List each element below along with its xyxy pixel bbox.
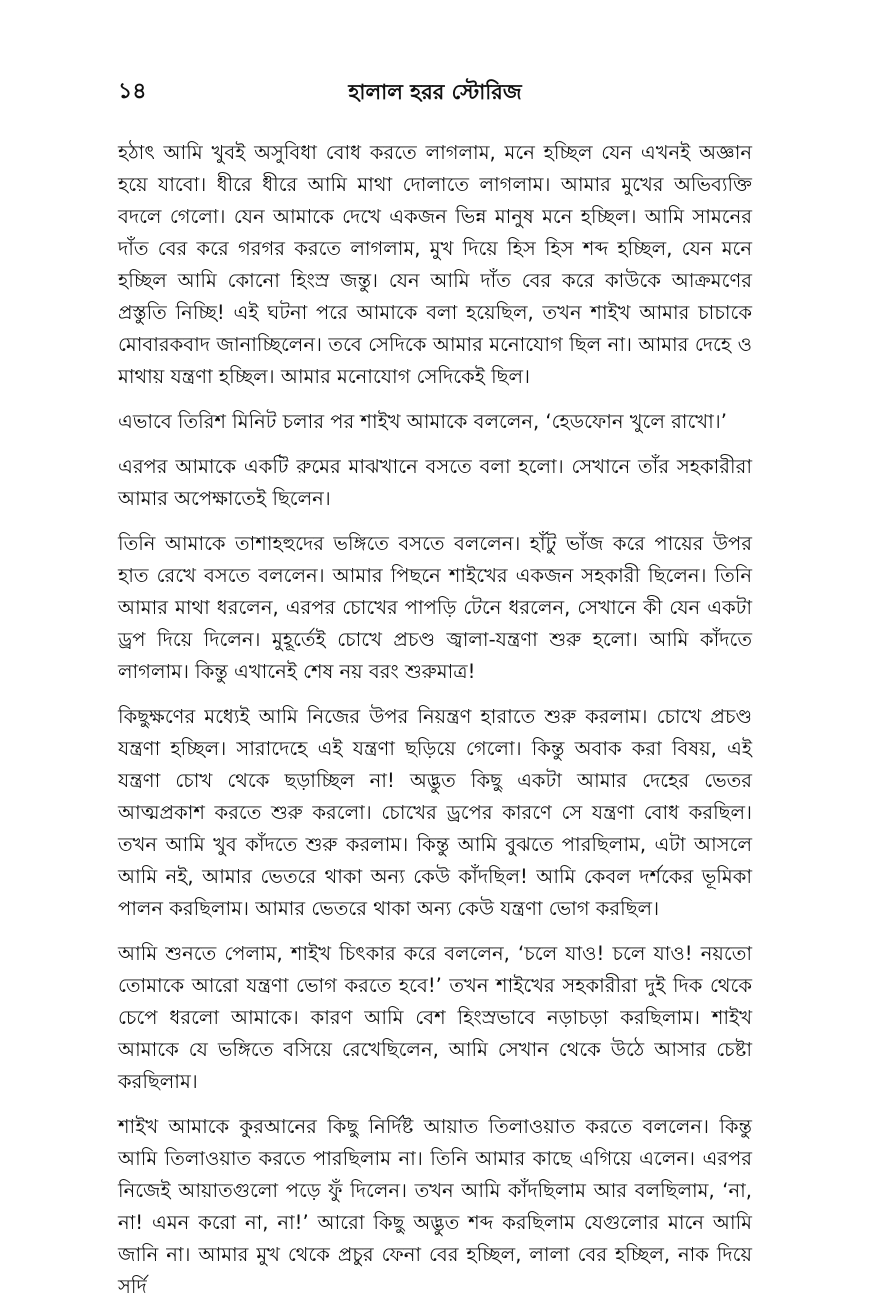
paragraph-7: শাইখ আমাকে কুরআনের কিছু নির্দিষ্ট আয়াত তিলাওয়াত করতে বললেন। কিন্তু আমি তিলাওয়াত করতে পারছিলাম না। তিনি আমার কাছে এগিয়ে এলেন। এরপর নিজেই আয়াতগুলো পড়ে ফুঁ দিলেন। তখন আমি কাঁদছিলাম আর বলছিলাম, ‘না, না! এমন করো না, না!’ আরো কিছু অদ্ভুত শব্দ করছিলাম যেগুলোর মানে আমি জানি না। আমার মুখ থেকে প্রচুর ফেনা বের হচ্ছিল, লালা বের হচ্ছিল, নাক দিয়ে সর্দি [118,1115,752,1298]
paragraph-2: এভাবে তিরিশ মিনিট চলার পর শাইখ আমাকে বললেন, ‘হেডফোন খুলে রাখো।’ [118,410,727,433]
paragraph-3: এরপর আমাকে একটি রুমের মাঝখানে বসতে বলা হলো। সেখানে তাঁর সহকারীরা আমার অপেক্ষাতেই ছিলেন। [118,455,752,510]
running-title: হালাল হরর স্টোরিজ [348,80,522,104]
page-header [118,72,752,112]
paragraph-6: আমি শুনতে পেলাম, শাইখ চিৎকার করে বললেন, ‘চলে যাও! চলে যাও! নয়তো তোমাকে আরো যন্ত্রণা ভোগ করতে হবে!’ তখন শাইখের সহকারীরা দুই দিক থেকে চেপে ধরলো আমাকে। কারণ আমি বেশ হিংস্রভাবে নড়াচড়া করছিলাম। শাইখ আমাকে যে ভঙ্গিতে বসিয়ে রেখেছিলেন, আমি সেখান থেকে উঠে আসার চেষ্টা করছিলাম। [118,942,752,1093]
body-text [118,137,752,1316]
page-number: ১৪ [118,79,147,104]
paragraph-5: কিছুক্ষণের মধ্যেই আমি নিজের উপর নিয়ন্ত্রণ হারাতে শুরু করলাম। চোখে প্রচণ্ড যন্ত্রণা হচ্ছিল। সারাদেহে এই যন্ত্রণা ছড়িয়ে গেলো। কিন্তু অবাক করা বিষয়, এই যন্ত্রণা চোখ থেকে ছড়াচ্ছিল না! অদ্ভুত কিছু একটা আমার দেহের ভেতর আত্মপ্রকাশ করতে শুরু করলো। চোখের ড্রপের কারণে সে যন্ত্রণা বোধ করছিল। তখন আমি খুব কাঁদতে শুরু করলাম। কিন্তু আমি বুঝতে পারছিলাম, এটা আসলে আমি নই, আমার ভেতরে থাকা অন্য কেউ কাঁদছিল! আমি কেবল দর্শকের ভূমিকা পালন করছিলাম। আমার ভেতরে থাকা অন্য কেউ যন্ত্রণা ভোগ করছিল। [118,705,752,920]
paragraph-1: হঠাৎ আমি খুবই অসুবিধা বোধ করতে লাগলাম, মনে হচ্ছিল যেন এখনই অজ্ঞান হয়ে যাবো। ধীরে ধীরে আমি মাথা দোলাতে লাগলাম। আমার মুখের অভিব্যক্তি বদলে গেলো। যেন আমাকে দেখে একজন ভিন্ন মানুষ মনে হচ্ছিল। আমি সামনের দাঁত বের করে গরগর করতে লাগলাম, মুখ দিয়ে হিস হিস শব্দ হচ্ছিল, যেন মনে হচ্ছিল আমি কোনো হিংস্র জন্তু। যেন আমি দাঁত বের করে কাউকে আক্রমণের প্রস্তুতি নিচ্ছি! এই ঘটনা পরে আমাকে বলা হয়েছিল, তখন শাইখ আমার চাচাকে মোবারকবাদ জানাচ্ছিলেন। তবে সেদিকে আমার মনোযোগ ছিল না। আমার দেহে ও মাথায় যন্ত্রণা হচ্ছিল। আমার মনোযোগ সেদিকেই ছিল। [118,141,752,388]
paragraph-4: তিনি আমাকে তাশাহহুদের ভঙ্গিতে বসতে বললেন। হাঁটু ভাঁজ করে পায়ের উপর হাত রেখে বসতে বললেন। আমার পিছনে শাইখের একজন সহকারী ছিলেন। তিনি আমার মাথা ধরলেন, এরপর চোখের পাপড়ি টেনে ধরলেন, সেখানে কী যেন একটা ড্রপ দিয়ে দিলেন। মুহূর্তেই চোখে প্রচণ্ড জ্বালা-যন্ত্রণা শুরু হলো। আমি কাঁদতে লাগলাম। কিন্তু এখানেই শেষ নয় বরং শুরুমাত্র! [118,532,752,683]
